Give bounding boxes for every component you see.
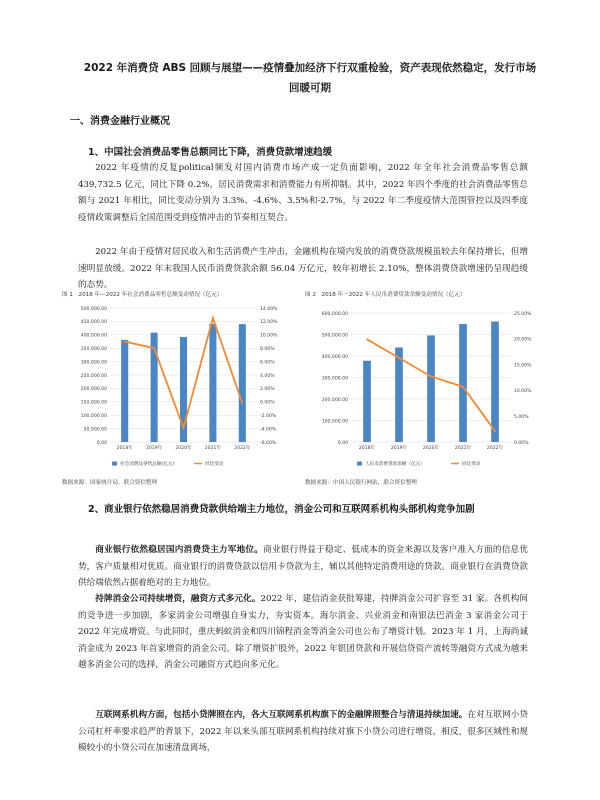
- paragraph-consumer-loans: 2022 年由于疫情对居民收入和生活消费产生冲击，金融机构在境内发放的消费贷款规模虽较去年保持增长，但增速明显放缓。2022 年末我国人民币消费贷款余额 56.04 万亿元，较年初增长 2.10%，整体消费贷款增速仍呈现趋缓的态势。: [78, 247, 528, 290]
- bar: [363, 361, 371, 442]
- paragraph-body: 在对互联网小贷公司杠杆率要求趋严的背景下，2022 年以来头部互联网系机构持续对旗下小贷公司进行增资，相反，很多区域性和规模较小的小贷公司在加速清盘离场，: [78, 710, 528, 753]
- figure-2-caption: 图 2 2018 年－2022 年人民币消费贷款余额变动情况（亿元）: [305, 292, 466, 298]
- line-point: [153, 347, 155, 349]
- paragraph-commercial-banks: [78, 542, 528, 592]
- y2-tick-label: 10.00%: [260, 333, 278, 339]
- legend-label-line: 同比变动: [205, 462, 224, 467]
- paragraph-internet-institutions: [78, 707, 528, 757]
- bar: [427, 335, 435, 442]
- figure-1: [62, 290, 287, 478]
- y2-tick-label: 20.00%: [514, 337, 532, 343]
- line-point: [462, 386, 464, 388]
- y2-tick-label: 0.00%: [260, 400, 275, 406]
- y2-tick-label: 12.00%: [260, 320, 278, 326]
- x-tick-label: 2018年: [358, 446, 376, 451]
- page-title: 2022 年消费贷 ABS 回顾与展望——疫情叠加经济下行双重检验，资产表现依然稳定，发行市场回暖可期: [83, 62, 537, 94]
- line-point: [398, 357, 400, 359]
- y-tick-label: 200,000.00: [80, 387, 107, 393]
- y2-tick-label: -2.00%: [260, 414, 277, 419]
- y-tick-label: 600,000.00: [321, 311, 348, 317]
- legend-label-bar: 人民币消费贷款余额（亿元）: [365, 462, 425, 467]
- bar: [491, 322, 499, 442]
- section-heading: 一、消费金融行业概况: [70, 116, 170, 127]
- y-tick-label: 450,000.00: [80, 320, 107, 326]
- y2-tick-label: -6.00%: [260, 440, 277, 446]
- line-point: [183, 427, 185, 429]
- y2-tick-label: 2.00%: [260, 387, 275, 393]
- line-point: [212, 317, 214, 319]
- chart-consumer-loans: [305, 290, 540, 478]
- y2-tick-label: -4.00%: [260, 427, 277, 433]
- legend-label-bar: 社会消费品零售总额(亿元): [120, 462, 175, 467]
- line-point: [430, 376, 432, 378]
- y2-tick-label: 5.00%: [514, 415, 529, 420]
- x-tick-label: 2019年: [145, 446, 163, 451]
- x-tick-label: 2018年: [116, 446, 133, 451]
- legend-label-line: 同比变动: [462, 462, 481, 467]
- y-tick-label: 100,000.00: [80, 414, 107, 419]
- y2-tick-label: 14.00%: [260, 306, 278, 312]
- y2-tick-label: 4.00%: [260, 373, 275, 379]
- bar: [209, 324, 216, 442]
- figure-2-source: 数据来源：中国人民银行网站，联合资信整理: [305, 480, 417, 486]
- x-tick-label: 2020年: [422, 446, 440, 451]
- y-tick-label: 150,000.00: [80, 400, 107, 406]
- line-point: [366, 338, 368, 340]
- paragraph-lead: 持牌消金公司持续增资，融资方式多元化。: [95, 594, 261, 604]
- y-tick-label: 250,000.00: [80, 373, 107, 379]
- paragraph-retail-sales: 2022 年疫情的反复political频发对国内消费市场产成一定负面影响，2022 年全年社会消费品零售总额 439,732.5 亿元，同比下降 0.2%，居民消费需求和消费能力有所抑制。其中，2022 年四个季度的社会消费品零售总额与 2021 年相比，同比变动分别为 3.3%、-4.6%、3.5%和-2.7%，与 2022 年二季度疫情大范围管控以及四季度疫情政策调整后全国范围受到疫情冲击的节奏相互契合。: [78, 163, 528, 223]
- bar: [395, 347, 403, 442]
- x-tick-label: 2021年: [204, 446, 222, 451]
- chart-retail-sales: [62, 290, 287, 478]
- y-tick-label: 500,000.00: [80, 306, 107, 312]
- y-tick-label: 0.00: [96, 440, 107, 446]
- x-tick-label: 2019年: [390, 446, 408, 451]
- y-tick-label: 50,000.00: [83, 427, 107, 433]
- figure-2: [305, 290, 530, 478]
- paragraph-licensed-consumer-finance: [78, 591, 528, 674]
- x-tick-label: 2021年: [454, 446, 472, 451]
- line-point: [494, 430, 496, 432]
- x-tick-label: 2020年: [175, 446, 192, 451]
- y-tick-label: 350,000.00: [80, 347, 107, 352]
- y-tick-label: 300,000.00: [80, 360, 107, 366]
- legend-swatch-bar: [112, 462, 117, 466]
- line-point: [241, 402, 243, 404]
- figure-1-source: 数据来源：国家统计局，联合资信整理: [62, 480, 158, 486]
- y2-tick-label: 15.00%: [514, 363, 532, 369]
- paragraph-lead: 商业银行依然稳居国内消费贷主力军地位。: [95, 545, 264, 555]
- y-tick-label: 100,000.00: [321, 419, 348, 425]
- subsection-heading-2: 2、商业银行依然稳居消费贷款供给端主力地位，消金公司和互联网系机构头部机构竞争加剧: [88, 504, 475, 515]
- paragraph-body: 商业银行得益于稳定、低成本的资金来源以及客户准入方面的信息优势，客户质量相对优质。商业银行的消费贷款以信用卡贷款为主，辅以其他特定消费用途的贷款。商业银行在消费贷款供给端依然占据着绝对的主力地位。: [78, 545, 528, 588]
- paragraph-lead: 互联网系机构方面，包括小贷牌照在内，各大互联网系机构旗下的金融牌照整合与清退持续加速。: [95, 710, 468, 720]
- x-tick-label: 2022年: [234, 446, 251, 451]
- line-point: [124, 341, 126, 343]
- y2-tick-label: 6.00%: [260, 360, 275, 366]
- paragraph-body: 2022 年，建信消金获批筹建，持牌消金公司扩容至 31 家。各机构间的竞争进一步加剧，多家消金公司增强自身实力，夯实资本。海尔消金、兴业消金和南银法巴消金 3 家消金公司于 2022 年完成增资。与此同时，重庆蚂蚁消金和四川锦程消金等消金公司也公布了增资计划。2023 年 1 月，上海尚诚消金成为 2023 年首家增资的消金公司。除了增资扩股外，2022 年银团贷款和开展信贷资产流转等融资方式成为越来越多消金公司的选择，消金公司融资方式趋向多元化。: [78, 594, 528, 670]
- y-tick-label: 500,000.00: [321, 333, 348, 339]
- y-tick-label: 400,000.00: [321, 354, 348, 360]
- subsection-heading-1: 1、中国社会消费品零售总额同比下降，消费贷款增速趋缓: [88, 147, 333, 158]
- x-tick-label: 2022年: [486, 446, 504, 451]
- y2-tick-label: 10.00%: [514, 389, 532, 395]
- figure-1-caption: 图 1 2018 年—2022 年社会消费品零售总额变动情况（亿元）: [62, 292, 223, 298]
- y-tick-label: 0.00: [337, 440, 348, 446]
- legend-swatch-bar: [357, 462, 362, 466]
- y2-tick-label: 25.00%: [514, 311, 532, 317]
- y-tick-label: 200,000.00: [321, 397, 348, 403]
- bar: [121, 340, 128, 442]
- y2-tick-label: 0.00%: [514, 440, 529, 446]
- y-tick-label: 300,000.00: [321, 376, 348, 382]
- y-tick-label: 400,000.00: [80, 333, 107, 339]
- bar: [459, 324, 467, 442]
- y2-tick-label: 8.00%: [260, 347, 275, 352]
- bar: [239, 324, 246, 442]
